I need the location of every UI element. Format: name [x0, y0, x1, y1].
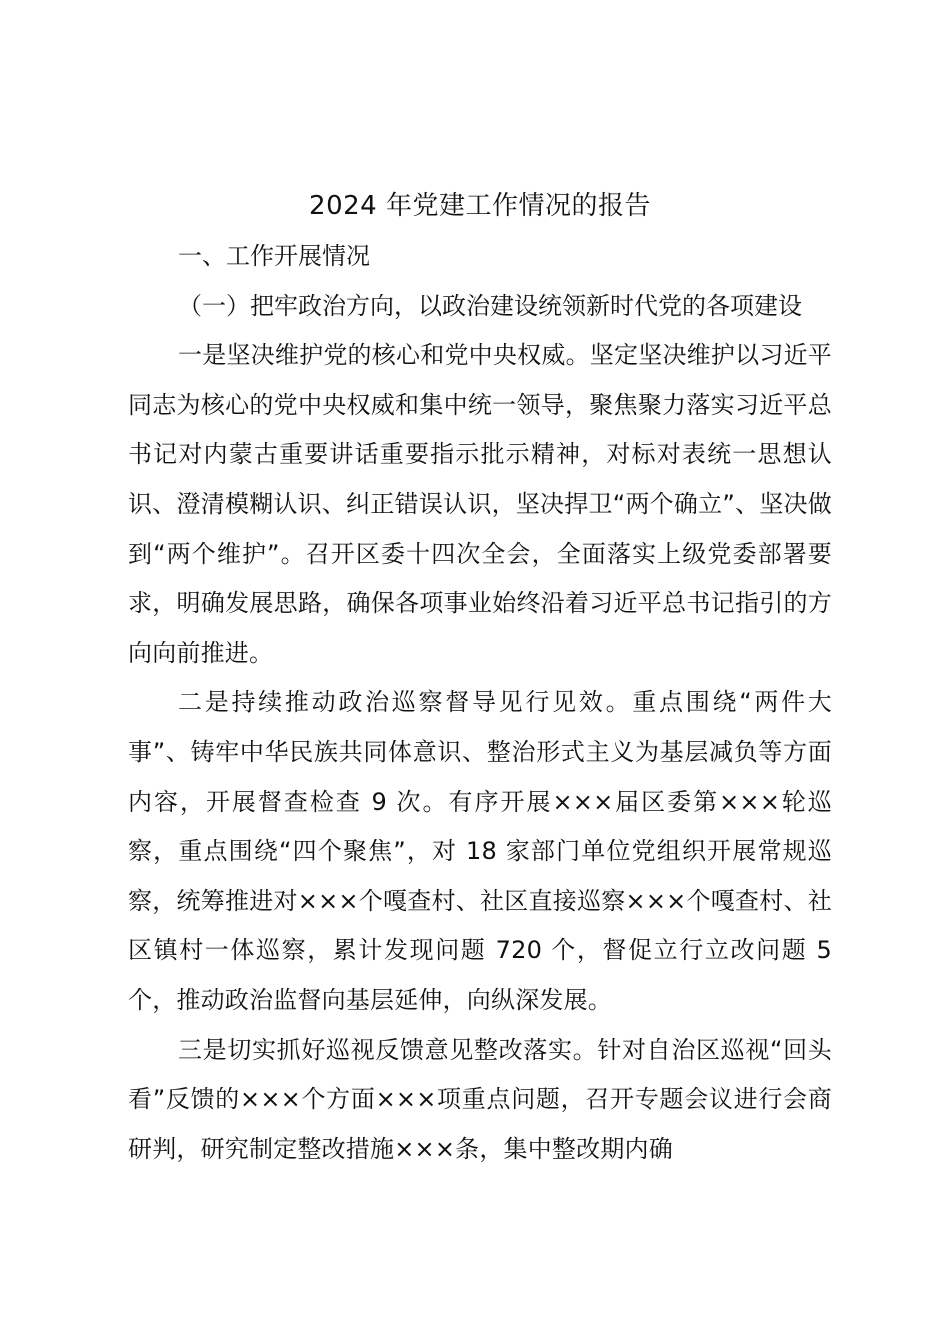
subsection-heading: （一）把牢政治方向，以政治建设统领新时代党的各项建设 — [178, 291, 802, 320]
paragraph-two: 二是持续推动政治巡察督导见行见效。重点围绕“两件大事”、铸牢中华民族共同体意识、整治形式主义为基层减负等方面内容，开展督查检查 9 次。有序开展×××届区委第×××轮巡察，重点围绕“四个聚焦”，对 18 家部门单位党组织开展常规巡察，统筹推进对×××个嘎查村、社区直接巡察×××个嘎查村、社区镇村一体巡察，累计发现问题 720 个，督促立行立改问题 5 个，推动政治监督向基层延伸，向纵深发展。 — [128, 688, 832, 1014]
paragraph-three: 三是切实抓好巡视反馈意见整改落实。针对自治区巡视“回头看”反馈的×××个方面×××项重点问题，召开专题会议进行会商研判，研究制定整改措施×××条，集中整改期内确 — [128, 1035, 832, 1163]
document-body — [128, 180, 832, 1174]
section-heading: 一、工作开展情况 — [178, 242, 370, 270]
document-title: 2024 年党建工作情况的报告 — [309, 191, 651, 221]
paragraph-one: 一是坚决维护党的核心和党中央权威。坚定坚决维护以习近平同志为核心的党中央权威和集中统一领导，聚焦聚力落实习近平总书记对内蒙古重要讲话重要指示批示精神，对标对表统一思想认识、澄清模糊认识、纠正错误认识，坚决捍卫“两个确立”、坚决做到“两个维护”。召开区委十四次全会，全面落实上级党委部署要求，明确发展思路，确保各项事业始终沿着习近平总书记指引的方向向前推进。 — [128, 341, 832, 667]
